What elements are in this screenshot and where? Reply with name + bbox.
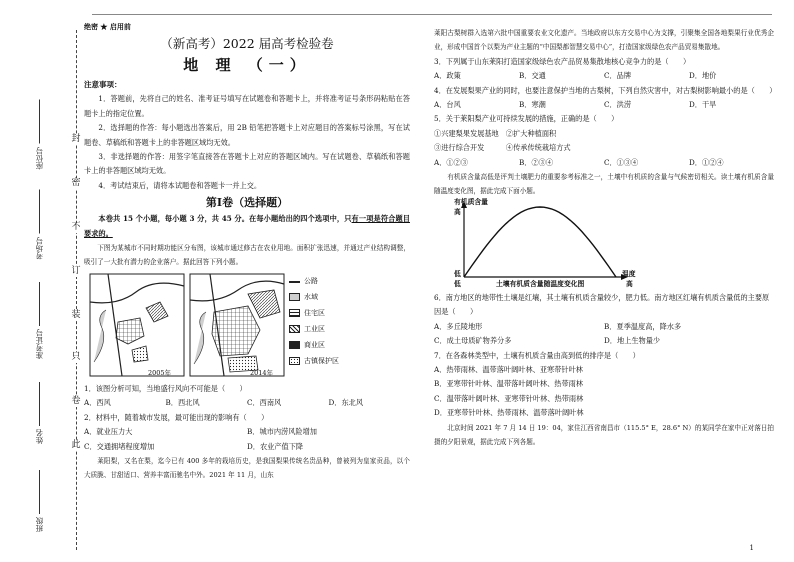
option[interactable]: B．西北风 (165, 398, 200, 408)
question-7 (434, 349, 774, 421)
legend-ancient-town: 古镇保护区 (289, 356, 339, 366)
passage-2-start: 莱阳梨，又名在梨，迄今已有 400 多年的栽培历史，是我国梨果传统名贵品种，曾被列为皇家贡品，以个大质脆、甘甜适口、营养丰富而驰名中外。2021 年 11 月，山东 (84, 456, 410, 480)
field-name[interactable]: 姓名 (34, 382, 45, 444)
option[interactable]: D．东北风 (328, 398, 364, 408)
question-5 (434, 112, 774, 170)
option[interactable]: D．地价 (689, 71, 717, 81)
option[interactable]: A．多丘陵地形 (434, 321, 483, 331)
option[interactable]: A．热带雨林、温带落叶阔叶林、亚寒带针叶林 (434, 364, 583, 374)
question-stem: 7．在各森林类型中，土壤有机质含量由高到低的排序是（ ） (434, 350, 640, 360)
margin-char: 封 (71, 134, 81, 144)
option[interactable]: B．交通 (519, 71, 546, 81)
question-3 (434, 55, 774, 84)
chart-ylabel: 有机质含量 (454, 197, 488, 206)
question-stem: 2．材料中，随着城市发展，最可能出现的影响有（ ） (84, 412, 269, 422)
field-seat-number[interactable]: 座位号 (34, 100, 45, 170)
exam-title: （新高考）2022 届高考检验卷 (160, 36, 334, 51)
question-6 (434, 291, 774, 349)
options-row (434, 98, 774, 112)
binding-margin (0, 0, 82, 562)
land-use-map-figure (84, 272, 410, 380)
option[interactable]: C．西南风 (247, 398, 282, 408)
option[interactable]: D．①②④ (689, 157, 724, 167)
option[interactable]: C．成土母质矿物养分多 (434, 336, 512, 346)
note-item: 4．考试结束后，请将本试题卷和答题卡一并上交。 (98, 180, 262, 190)
map-year-left: 2005年 (148, 368, 172, 377)
passage-4: 北京时间 2021 年 7 月 14 日 19：04，家住江西省南昌市（115.5° E，28.6° N）的某同学在家中正对落日拍摄的夕阳景观，据此完成下列各题。 (434, 423, 774, 446)
measure-line: ①兴建梨果发展基地 ②扩大种植面积 (434, 128, 557, 138)
option[interactable]: B．②③④ (519, 157, 554, 167)
section-intro: 本卷共 15 个小题，每小题 3 分，共 45 分。在每小题给出的四个选项中，只有一项是符合题目要求的。 (84, 214, 410, 238)
organic-matter-curve (464, 207, 616, 277)
legend-commercial: 商业区 (289, 340, 325, 350)
option[interactable]: B．城市内涝风险增加 (247, 427, 317, 437)
chart-x-high: 高 (626, 279, 633, 288)
field-exam-number[interactable]: 准考证号 (34, 282, 45, 359)
option[interactable]: A．①②③ (434, 157, 468, 167)
option[interactable]: B．亚寒带针叶林、温带落叶阔叶林、热带雨林 (434, 379, 584, 389)
passage-3: 有机质含量高低是评判土壤肥力的重要参考标准之一，土壤中有机质的含量与气候密切相关。读土壤有机质含量随温度变化图，据此完成下面小题。 (434, 173, 774, 196)
margin-char: 密 (71, 178, 81, 188)
margin-char: 装 (71, 310, 81, 320)
chart-y-high: 高 (454, 207, 461, 216)
page-number: 1 (749, 544, 754, 552)
question-1 (84, 382, 410, 411)
chart-y-low: 低 (454, 269, 461, 278)
options-row (84, 396, 410, 410)
legend-residential: 住宅区 (289, 308, 325, 318)
options-row (84, 425, 410, 439)
options-row (84, 440, 410, 454)
left-column (84, 20, 410, 483)
options-row (434, 156, 774, 170)
option[interactable]: D．亚寒带针叶林、热带雨林、温带落叶阔叶林 (434, 408, 584, 418)
question-stem: 4．在发展梨果产业的同时，也要注意保护当地的古梨树，下列自然灾害中，对古梨树影响最小的是（ ） (434, 85, 777, 95)
option[interactable]: D．地上生物量少 (604, 336, 661, 346)
field-class[interactable]: 班级 (34, 470, 45, 532)
field-room-number[interactable]: 考场号 (34, 190, 45, 260)
option[interactable]: C．交通拥堵程度增加 (84, 441, 155, 451)
margin-char: 卷 (71, 396, 81, 406)
secret-mark: 绝密 ★ 启用前 (84, 22, 131, 31)
chart-svg (456, 199, 636, 289)
chart-caption: 土壤有机质含量随温度变化图 (496, 279, 585, 288)
legend-water: 水域 (289, 292, 318, 302)
option[interactable]: A．就业压力大 (84, 427, 133, 437)
option[interactable]: A．西风 (84, 398, 111, 408)
chart-x-label: 温度 (622, 269, 636, 278)
option[interactable]: A．政策 (434, 71, 461, 81)
option[interactable]: C．①③④ (604, 157, 639, 167)
option[interactable]: D．农业产值下降 (247, 441, 304, 451)
question-stem: 6．南方地区的地带性土壤是红壤，其土壤有机质含量较少，肥力低。南方地区红壤有机质含量低的主要原因是（ ） (434, 292, 770, 317)
margin-char: 不 (71, 222, 81, 232)
question-stem: 5．关于莱阳梨产业可持续发展的措施，正确的是（ ） (434, 114, 619, 124)
legend-industrial: 工业区 (289, 324, 325, 334)
land-use-map (88, 272, 288, 380)
passage-1: 下图为某城市不同时期功能区分布图，该城市通过修古在农业用地。面积扩张迅速，并通过产业结构调整，吸引了一大批有潜力的企业落户。据此回答下列小题。 (84, 244, 410, 267)
note-item: 2．选择题的作答：每小题选出答案后，用 2B 铅笔把答题卡上对应题目的答案标号涂黑，写在试题卷、草稿纸和答题卡上的非答题区域均无效。 (84, 123, 410, 147)
question-4 (434, 84, 777, 113)
option[interactable]: B．寒潮 (519, 100, 546, 110)
organic-matter-chart (434, 199, 774, 291)
legend-road: 公路 (289, 276, 318, 286)
note-item: 1．答题前，先将自己的姓名、准考证号填写在试题卷和答题卡上，并将准考证号条形码粘贴在答题卡上的指定位置。 (84, 94, 410, 118)
header-rule (92, 14, 772, 15)
options-row (434, 69, 774, 83)
question-stem: 1．该图分析可知，当地盛行风向不可能是（ ） (84, 383, 247, 393)
right-column (434, 26, 777, 449)
option[interactable]: C．洪涝 (604, 100, 632, 110)
note-item: 3．非选择题的作答：用签字笔直接答在答题卡上对应的答题区域内。写在试题卷、草稿纸和答题卡上的非答题区域均无效。 (84, 152, 410, 176)
option[interactable]: A．台风 (434, 100, 461, 110)
options-row (434, 320, 774, 334)
option[interactable]: C．品牌 (604, 71, 632, 81)
option[interactable]: C．温带落叶阔叶林、亚寒带针叶林、热带雨林 (434, 393, 584, 403)
question-stem: 3．下列属于山东莱阳打造国家级绿色农产品贸易集散地核心竞争力的是（ ） (434, 56, 691, 66)
margin-char: 订 (71, 266, 81, 276)
passage-2-cont: 莱阳古梨树群入选第六批中国重要农业文化遗产。当地政府以东方交易中心为支撑，引聚集全国各地梨果行业优秀企业，形成中国首个以梨为产业主题的“中国梨都智慧交易中心”，打造国家级绿色农产品贸易集散地。 (434, 29, 774, 52)
options-row (434, 334, 774, 348)
subject-title: 地 理 （一） (183, 56, 311, 74)
section-title: 第Ⅰ卷（选择题） (205, 196, 289, 210)
margin-char: 此 (71, 440, 81, 450)
notes-title: 注意事项： (84, 80, 122, 89)
seal-line (76, 30, 77, 550)
measure-line: ③进行综合开发 ④传承传统栽培方式 (434, 143, 571, 153)
question-2 (84, 411, 410, 454)
map-year-right: 2014年 (250, 368, 274, 377)
option[interactable]: D．干旱 (689, 100, 717, 110)
margin-char: 只 (71, 352, 81, 362)
chart-x-low: 低 (454, 279, 461, 288)
option[interactable]: B．夏季温度高，降水多 (604, 321, 682, 331)
